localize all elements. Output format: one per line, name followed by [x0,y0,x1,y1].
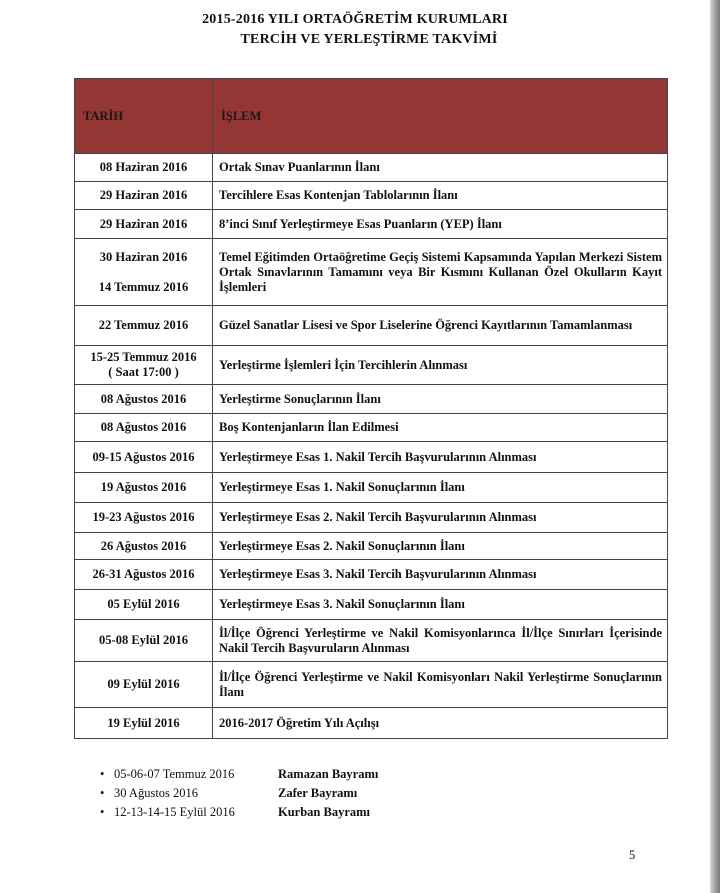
schedule-table-body [75,154,668,739]
row-date-cell [75,346,213,385]
table-row [75,154,668,182]
row-date: 08 Ağustos 2016 [100,391,187,406]
document-title-line2: TERCİH VE YERLEŞTİRME TAKVİMİ [240,32,498,47]
row-date: 26-31 Ağustos 2016 [92,567,195,581]
table-row [75,708,668,739]
row-date: 29 Haziran 2016 [99,216,188,231]
row-date-secondary: 14 Temmuz 2016 [98,279,189,294]
row-operation: 8’inci Sınıf Yerleştirmeye Esas Puanların (YEP) İlanı [213,210,668,239]
table-row [75,210,668,239]
row-date: 09-15 Ağustos 2016 [92,449,195,464]
row-operation: Temel Eğitimden Ortaöğretime Geçiş Sistemi Kapsamında Yapılan Merkezi Sistem Ortak Sınavlarının Tamamını veya Bir Kısmını Kullanan Özel Okulların Kayıt İşlemleri [213,239,668,306]
row-date-cell [75,560,213,590]
holiday-date: 30 Ağustos 2016 [114,786,199,800]
row-date-cell [75,590,213,620]
page-edge-shadow [710,0,720,893]
row-date: 19 Ağustos 2016 [100,480,187,494]
table-row [75,306,668,346]
bullet-icon: • [100,805,105,819]
row-operation: Yerleştirme Sonuçlarının İlanı [213,385,668,414]
row-operation: Yerleştirmeye Esas 3. Nakil Sonuçlarının İlanı [213,590,668,620]
page-number: 5 [629,848,636,862]
row-date: 15-25 Temmuz 2016 [90,350,197,364]
column-header-date: TARİH [75,79,213,154]
row-operation: İl/İlçe Öğrenci Yerleştirme ve Nakil Komisyonlarınca İl/İlçe Sınırları İçerisinde Nakil Tercih Başvuruların Alınması [213,620,668,662]
row-date-cell [75,154,213,182]
row-operation: Yerleştirmeye Esas 1. Nakil Tercih Başvurularının Alınması [213,442,668,473]
column-header-operation: İŞLEM [213,79,668,154]
row-date: 08 Haziran 2016 [99,160,188,174]
row-operation: Yerleştirmeye Esas 1. Nakil Sonuçlarının İlanı [213,473,668,503]
row-date-cell [75,533,213,560]
row-date-cell [75,306,213,346]
holiday-date: 12-13-14-15 Eylül 2016 [114,805,235,819]
row-date: 22 Temmuz 2016 [98,318,189,332]
holiday-date: 05-06-07 Temmuz 2016 [114,767,235,781]
table-header-row [75,79,668,154]
row-date-secondary: ( Saat 17:00 ) [108,365,179,379]
row-date: 19 Eylül 2016 [107,715,180,730]
table-row [75,590,668,620]
table-row [75,560,668,590]
row-operation: Yerleştirme İşlemleri İçin Tercihlerin Alınması [213,346,668,385]
row-date: 05 Eylül 2016 [107,597,180,611]
row-date-cell [75,708,213,739]
row-date-cell [75,473,213,503]
row-date: 19-23 Ağustos 2016 [92,510,195,524]
schedule-table [74,78,668,739]
table-row [75,503,668,533]
table-row [75,182,668,210]
row-date-cell [75,503,213,533]
row-operation: 2016-2017 Öğretim Yılı Açılışı [213,708,668,739]
row-operation: Yerleştirmeye Esas 3. Nakil Tercih Başvurularının Alınması [213,560,668,590]
row-date-cell [75,385,213,414]
row-operation: Yerleştirmeye Esas 2. Nakil Tercih Başvurularının Alınması [213,503,668,533]
table-row [75,533,668,560]
holiday-name: Kurban Bayramı [278,805,371,819]
row-operation: İl/İlçe Öğrenci Yerleştirme ve Nakil Komisyonları Nakil Yerleştirme Sonuçlarının İlanı [213,662,668,708]
table-row [75,662,668,708]
row-date-cell [75,442,213,473]
holiday-name: Ramazan Bayramı [278,767,379,781]
row-date-cell [75,182,213,210]
bullet-icon: • [100,786,105,800]
row-date-cell [75,662,213,708]
row-date-cell [75,414,213,442]
row-date: 29 Haziran 2016 [99,188,188,202]
row-operation: Boş Kontenjanların İlan Edilmesi [213,414,668,442]
table-row [75,414,668,442]
row-date: 05-08 Eylül 2016 [99,633,188,647]
row-date: 08 Ağustos 2016 [100,420,187,434]
row-operation: Güzel Sanatlar Lisesi ve Spor Liselerine Öğrenci Kayıtlarının Tamamlanması [213,306,668,346]
table-row [75,385,668,414]
holiday-name: Zafer Bayramı [278,786,358,800]
row-date: 30 Haziran 2016 [99,249,188,264]
document-title-line1: 2015-2016 YILI ORTAÖĞRETİM KURUMLARI [202,12,508,27]
row-operation: Ortak Sınav Puanlarının İlanı [213,154,668,182]
row-operation: Yerleştirmeye Esas 2. Nakil Sonuçlarının İlanı [213,533,668,560]
table-row [75,442,668,473]
row-date: 26 Ağustos 2016 [100,538,187,553]
row-date-cell [75,620,213,662]
row-operation: Tercihlere Esas Kontenjan Tablolarının İlanı [213,182,668,210]
table-row [75,620,668,662]
row-date: 09 Eylül 2016 [107,677,180,691]
row-date-cell [75,239,213,306]
bullet-icon: • [100,767,105,781]
table-row [75,239,668,306]
row-date-cell [75,210,213,239]
table-row [75,346,668,385]
table-row [75,473,668,503]
